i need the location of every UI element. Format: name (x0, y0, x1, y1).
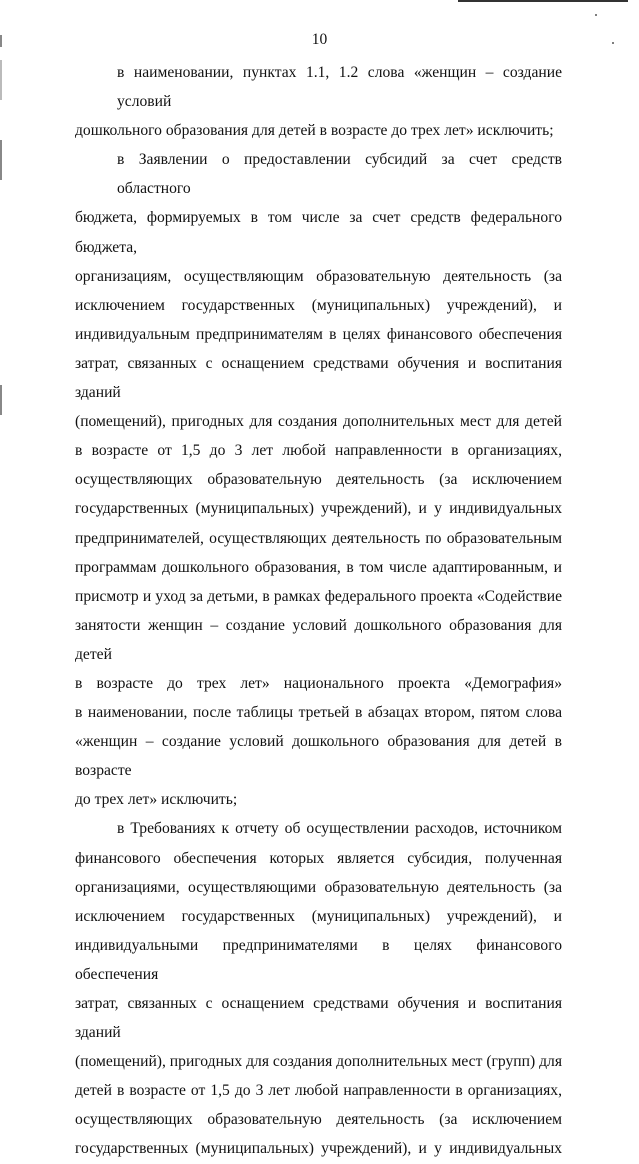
text-line: детей в возрасте от 1,5 до 3 лет любой направленности в организациях, (75, 1082, 562, 1100)
text-line: организациями, осуществляющими образовательную деятельность (за (75, 878, 562, 896)
scan-edge-mark (0, 140, 2, 180)
text-line: (помещений), пригодных для создания дополнительных мест (групп) для (75, 1053, 562, 1071)
text-line: предпринимателей, осуществляющих деятельность по образовательным (75, 529, 562, 547)
text-line: присмотр и уход за детьми, в рамках федерального проекта «Содействие (75, 587, 562, 605)
scan-top-rule (458, 0, 628, 2)
paragraph-3 (75, 814, 562, 1163)
text-line: до трех лет» исключить; (75, 791, 238, 809)
text-line: организациям, осуществляющим образовательную деятельность (за (75, 267, 562, 285)
text-line: в наименовании, пунктах 1.1, 1.2 слова «женщин – создание условий (117, 64, 562, 111)
text-line: осуществляющих образовательную деятельность (за исключением (75, 1111, 562, 1129)
text-line: в Требованиях к отчету об осуществлении расходов, источником (117, 820, 562, 838)
text-line: в наименовании, после таблицы третьей в абзацах втором, пятом слова (75, 704, 562, 722)
text-line: в возрасте от 1,5 до 3 лет любой направленности в организациях, (75, 442, 562, 460)
scan-edge-mark (0, 385, 2, 415)
text-line: затрат, связанных с оснащением средствами обучения и воспитания зданий (75, 354, 562, 402)
text-line: бюджета, формируемых в том числе за счет средств федерального бюджета, (75, 209, 562, 256)
text-line: осуществляющих образовательную деятельность (за исключением (75, 471, 562, 489)
text-line: финансового обеспечения которых является субсидия, полученная (75, 849, 562, 867)
text-line: в Заявлении о предоставлении субсидий за счет средств областного (117, 151, 562, 198)
text-line: (помещений), пригодных для создания дополнительных мест для детей (75, 413, 562, 431)
scan-edge-mark (0, 60, 2, 100)
paragraph-1 (75, 58, 562, 145)
text-line: затрат, связанных с оснащением средствами обучения и воспитания зданий (75, 995, 562, 1042)
text-line: «женщин – создание условий дошкольного образования для детей в возрасте (75, 733, 562, 780)
text-line: индивидуальными предпринимателями в целях финансового обеспечения (75, 936, 562, 983)
document-body (75, 58, 562, 1164)
text-line: индивидуальным предпринимателям в целях финансового обеспечения (75, 325, 562, 343)
scan-speck (595, 14, 597, 16)
page-number: 10 (311, 31, 328, 48)
paragraph-2 (75, 145, 562, 814)
text-line: программам дошкольного образования, в том числе адаптированным, и (75, 558, 562, 576)
text-line: государственных (муниципальных) учреждений), и у индивидуальных (75, 1140, 562, 1158)
text-line: дошкольного образования для детей в возрасте до трех лет» исключить; (75, 122, 554, 140)
text-line: государственных (муниципальных) учреждений), и у индивидуальных (75, 500, 562, 518)
text-line: исключением государственных (муниципальных) учреждений), и (75, 907, 562, 925)
text-line: исключением государственных (муниципальных) учреждений), и (75, 296, 562, 314)
text-line: в возрасте до трех лет» национального проекта «Демография» (75, 674, 562, 692)
text-line: занятости женщин – создание условий дошкольного образования для детей (75, 616, 562, 663)
